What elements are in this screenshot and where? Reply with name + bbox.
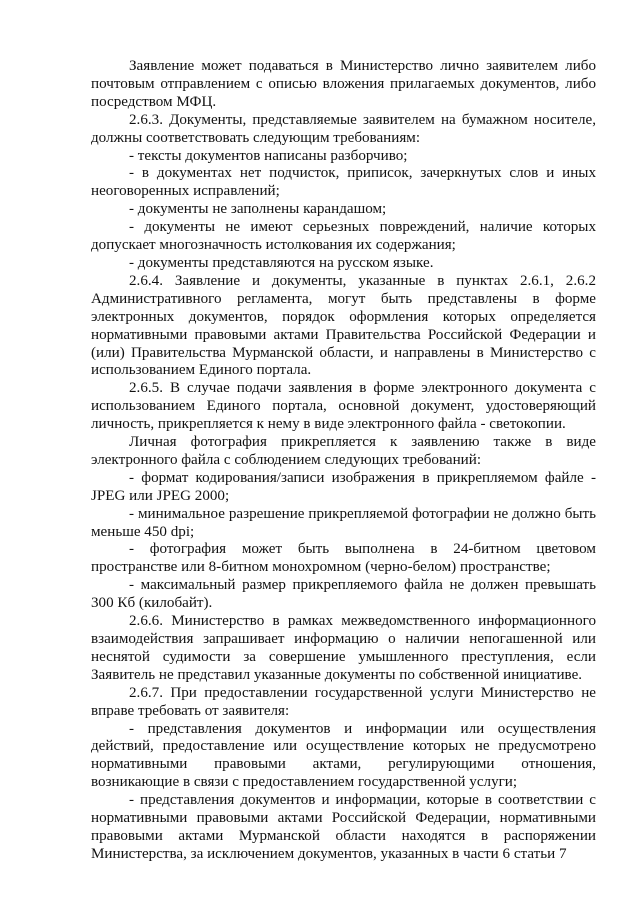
paragraph-2-6-4: 2.6.4. Заявление и документы, указанные в пунктах 2.6.1, 2.6.2 Административного регламента, могут быть представлены в форме электронных документов, порядок оформления которых определяется нормативными правовыми актами Правительства Российской Федерации и (или) Правительства Мурманской области, и направлены в Министерство с использованием Единого портала. — [91, 272, 596, 379]
paragraph-2-6-6: 2.6.6. Министерство в рамках межведомственного информационного взаимодействия запрашивает информацию о наличии непогашенной или неснятой судимости за совершение умышленного преступления, если Заявитель не представил указанные документы по собственной инициативе. — [91, 613, 596, 683]
list-item: - в документах нет подчисток, приписок, зачеркнутых слов и иных неоговоренных исправлений; — [91, 165, 596, 200]
paragraph-submission-methods: Заявление может подаваться в Министерство лично заявителем либо почтовым отправлением с описью вложения прилагаемых документов, либо посредством МФЦ. — [91, 58, 596, 110]
list-item: - представления документов и информации или осуществления действий, предоставление или осуществление которых не предусмотрено нормативными правовыми актами, регулирующими отношения, возникающие в связи с предоставлением государственной услуги; — [91, 720, 596, 791]
list-item: - документы представляются на русском языке. — [129, 254, 434, 271]
list-item: - минимальное разрешение прикрепляемой фотографии не должно быть меньше 450 dpi; — [91, 505, 596, 540]
list-item: - представления документов и информации, которые в соответствии с нормативными правовыми актами Российской Федерации, нормативными правовыми актами Мурманской области находятся в распоряжении Министерства, за исключением документов, указанных в части 6 статьи 7 — [91, 792, 596, 862]
paragraph-photo-requirements: Личная фотография прикрепляется к заявлению также в виде электронного файла с соблюдением следующих требований: — [91, 434, 596, 468]
list-item: - фотография может быть выполнена в 24-битном цветовом пространстве или 8-битном монохромном (черно-белом) пространстве; — [91, 541, 596, 576]
paragraph-2-6-3: 2.6.3. Документы, представляемые заявителем на бумажном носителе, должны соответствовать следующим требованиям: — [91, 111, 596, 146]
paragraph-2-6-5: 2.6.5. В случае подачи заявления в форме электронного документа с использованием Единого портала, основной документ, удостоверяющий личность, прикрепляется к нему в виде электронного файла - светокопии. — [91, 380, 596, 433]
list-item: - формат кодирования/записи изображения в прикрепляемом файле - JPEG или JPEG 2000; — [91, 469, 596, 504]
document-body — [91, 58, 596, 864]
list-item: - максимальный размер прикрепляемого файла не должен превышать 300 Кб (килобайт). — [91, 577, 596, 612]
list-item: - документы не имеют серьезных повреждений, наличие которых допускает многозначность истолкования их содержания; — [91, 219, 596, 254]
list-item: - тексты документов написаны разборчиво; — [129, 147, 408, 164]
list-item: - документы не заполнены карандашом; — [129, 201, 387, 218]
paragraph-2-6-7: 2.6.7. При предоставлении государственной услуги Министерство не вправе требовать от заявителя: — [91, 684, 596, 719]
